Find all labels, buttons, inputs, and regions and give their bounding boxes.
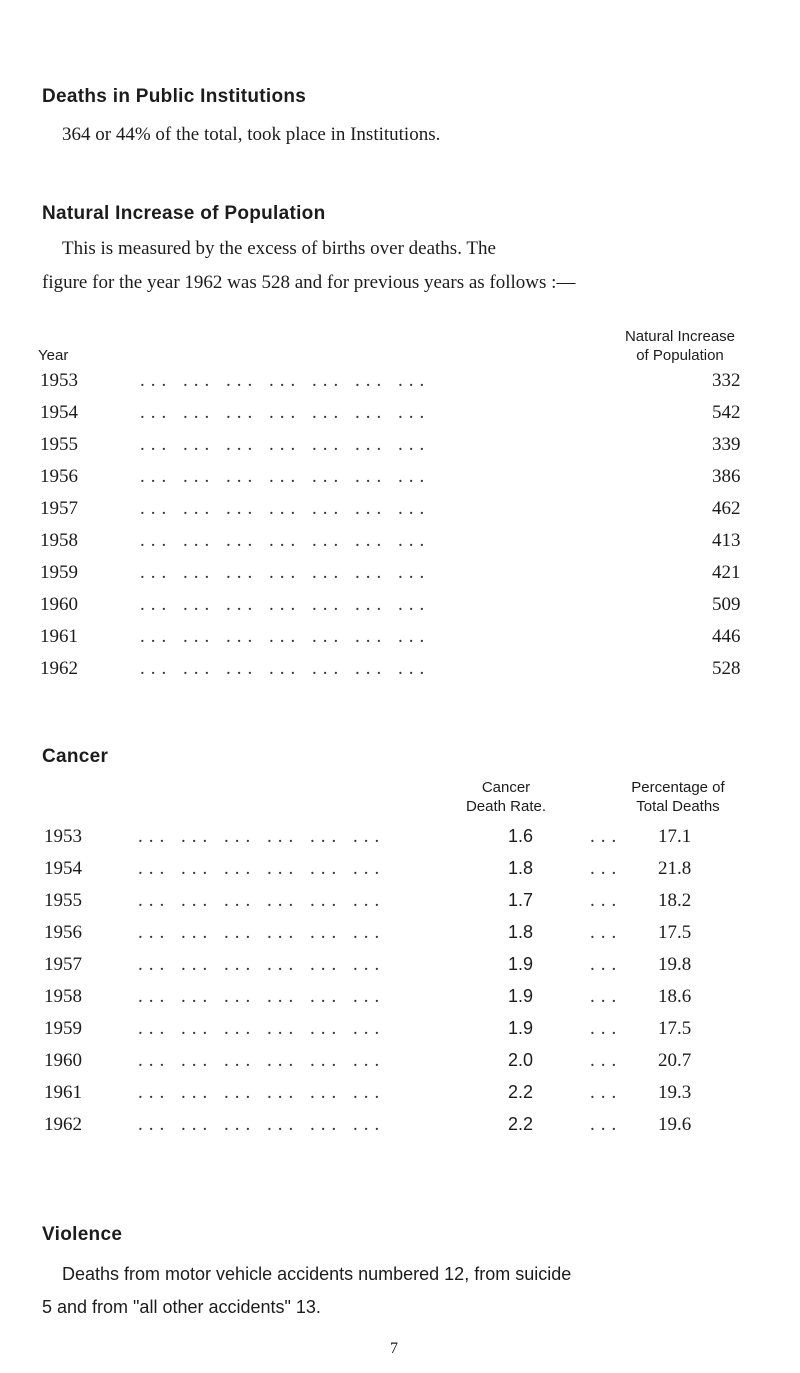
- pct-cell: 17.1: [658, 826, 692, 847]
- leader-dots: ...: [590, 1082, 623, 1103]
- table-row: [0, 826, 800, 856]
- rate-cell: 1.7: [508, 890, 534, 910]
- year-cell: 1960: [44, 1050, 82, 1071]
- leader-dots: ...: [590, 826, 623, 847]
- year-cell: 1956: [40, 466, 78, 487]
- table-row: [0, 1114, 800, 1144]
- pct-cell: 18.6: [658, 986, 692, 1007]
- year-cell: 1953: [44, 826, 82, 847]
- leader-dots: ... ... ... ... ... ... ...: [140, 626, 431, 647]
- leader-dots: ... ... ... ... ... ... ...: [140, 658, 431, 679]
- column-header-cancer-pct-line2: Total Deaths: [636, 798, 720, 815]
- leader-dots: ...: [590, 986, 623, 1007]
- table-row: [0, 858, 800, 888]
- leader-dots: ... ... ... ... ... ...: [138, 1082, 386, 1103]
- leader-dots: ...: [590, 922, 623, 943]
- column-header-cancer-rate: [436, 778, 576, 816]
- pct-cell: 19.6: [658, 1114, 692, 1135]
- rate-cell: 2.2: [508, 1082, 534, 1102]
- leader-dots: ... ... ... ... ... ... ...: [140, 530, 431, 551]
- value-cell: 421: [712, 562, 741, 583]
- table-row: [0, 626, 800, 656]
- leader-dots: ... ... ... ... ... ... ...: [140, 466, 431, 487]
- table-row: [0, 954, 800, 984]
- deaths-institutions-text: 364 or 44% of the total, took place in Institutions.: [62, 124, 441, 145]
- column-header-natural-increase: [600, 327, 760, 365]
- year-cell: 1959: [40, 562, 78, 583]
- rate-cell: 1.6: [508, 826, 534, 846]
- pct-cell: 21.8: [658, 858, 692, 879]
- table-row: [0, 562, 800, 592]
- value-cell: 528: [712, 658, 741, 679]
- rate-cell: 1.9: [508, 986, 534, 1006]
- leader-dots: ... ... ... ... ... ...: [138, 1114, 386, 1135]
- year-cell: 1954: [40, 402, 78, 423]
- leader-dots: ... ... ... ... ... ... ...: [140, 562, 431, 583]
- value-cell: 413: [712, 530, 741, 551]
- year-cell: 1956: [44, 922, 82, 943]
- section-heading-violence: Violence: [42, 1224, 123, 1245]
- leader-dots: ... ... ... ... ... ...: [138, 986, 386, 1007]
- table-row: [0, 402, 800, 432]
- leader-dots: ... ... ... ... ... ... ...: [140, 594, 431, 615]
- leader-dots: ... ... ... ... ... ...: [138, 922, 386, 943]
- leader-dots: ... ... ... ... ... ... ...: [140, 402, 431, 423]
- table-row: [0, 986, 800, 1016]
- year-cell: 1954: [44, 858, 82, 879]
- rate-cell: 1.9: [508, 1018, 534, 1038]
- value-cell: 509: [712, 594, 741, 615]
- value-cell: 339: [712, 434, 741, 455]
- column-header-cancer-rate-line1: Cancer: [481, 779, 531, 796]
- table-row: [0, 466, 800, 496]
- table-row: [0, 594, 800, 624]
- year-cell: 1961: [44, 1082, 82, 1103]
- table-row: [0, 370, 800, 400]
- leader-dots: ... ... ... ... ... ...: [138, 1050, 386, 1071]
- leader-dots: ...: [590, 1114, 623, 1135]
- natural-increase-line2: figure for the year 1962 was 528 and for previous years as follows :—: [42, 272, 576, 293]
- leader-dots: ...: [590, 858, 623, 879]
- leader-dots: ... ... ... ... ... ...: [138, 954, 386, 975]
- page-number: 7: [390, 1340, 398, 1357]
- year-cell: 1958: [40, 530, 78, 551]
- violence-line2: 5 and from "all other accidents" 13.: [42, 1297, 321, 1317]
- section-heading-deaths-institutions: Deaths in Public Institutions: [42, 86, 307, 107]
- table-row: [0, 434, 800, 464]
- leader-dots: ...: [590, 954, 623, 975]
- column-header-cancer-rate-line2: Death Rate.: [465, 798, 547, 815]
- pct-cell: 17.5: [658, 922, 692, 943]
- rate-cell: 1.8: [508, 922, 534, 942]
- rate-cell: 1.8: [508, 858, 534, 878]
- table-row: [0, 890, 800, 920]
- year-cell: 1962: [44, 1114, 82, 1135]
- year-cell: 1957: [44, 954, 82, 975]
- pct-cell: 17.5: [658, 1018, 692, 1039]
- section-heading-cancer: Cancer: [42, 746, 109, 767]
- pct-cell: 18.2: [658, 890, 692, 911]
- leader-dots: ... ... ... ... ... ... ...: [140, 434, 431, 455]
- leader-dots: ...: [590, 1018, 623, 1039]
- rate-cell: 1.9: [508, 954, 534, 974]
- year-cell: 1962: [40, 658, 78, 679]
- value-cell: 332: [712, 370, 741, 391]
- leader-dots: ...: [590, 1050, 623, 1071]
- year-cell: 1960: [40, 594, 78, 615]
- leader-dots: ... ... ... ... ... ... ...: [140, 498, 431, 519]
- value-cell: 542: [712, 402, 741, 423]
- natural-increase-line1: This is measured by the excess of births over deaths. The: [62, 238, 496, 259]
- violence-line1: Deaths from motor vehicle accidents numbered 12, from suicide: [62, 1264, 572, 1284]
- column-header-natural-increase-line2: of Population: [636, 347, 724, 364]
- year-cell: 1959: [44, 1018, 82, 1039]
- column-header-year: Year: [38, 347, 69, 364]
- year-cell: 1958: [44, 986, 82, 1007]
- pct-cell: 19.8: [658, 954, 692, 975]
- leader-dots: ... ... ... ... ... ...: [138, 826, 386, 847]
- table-row: [0, 498, 800, 528]
- value-cell: 462: [712, 498, 741, 519]
- leader-dots: ... ... ... ... ... ... ...: [140, 370, 431, 391]
- year-cell: 1957: [40, 498, 78, 519]
- table-row: [0, 1018, 800, 1048]
- leader-dots: ... ... ... ... ... ...: [138, 890, 386, 911]
- table-row: [0, 658, 800, 688]
- leader-dots: ... ... ... ... ... ...: [138, 1018, 386, 1039]
- table-row: [0, 1050, 800, 1080]
- value-cell: 446: [712, 626, 741, 647]
- section-heading-natural-increase: Natural Increase of Population: [42, 203, 326, 224]
- table-row: [0, 1082, 800, 1112]
- table-row: [0, 530, 800, 560]
- rate-cell: 2.2: [508, 1114, 534, 1134]
- table-row: [0, 922, 800, 952]
- year-cell: 1953: [40, 370, 78, 391]
- column-header-natural-increase-line1: Natural Increase: [624, 328, 736, 345]
- pct-cell: 19.3: [658, 1082, 692, 1103]
- pct-cell: 20.7: [658, 1050, 692, 1071]
- year-cell: 1955: [44, 890, 82, 911]
- rate-cell: 2.0: [508, 1050, 534, 1070]
- column-header-cancer-pct-line1: Percentage of: [631, 779, 725, 796]
- year-cell: 1961: [40, 626, 78, 647]
- year-cell: 1955: [40, 434, 78, 455]
- leader-dots: ...: [590, 890, 623, 911]
- value-cell: 386: [712, 466, 741, 487]
- column-header-cancer-pct: [588, 778, 768, 816]
- leader-dots: ... ... ... ... ... ...: [138, 858, 386, 879]
